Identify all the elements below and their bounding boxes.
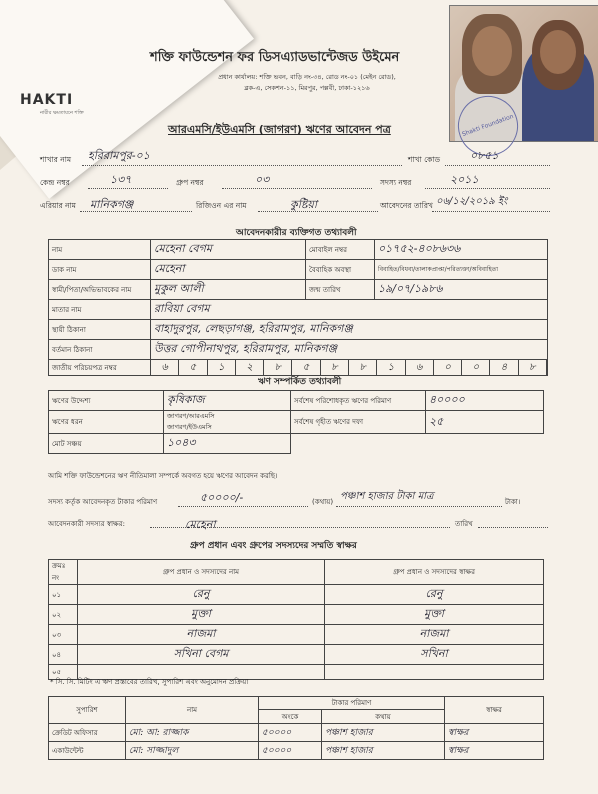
applicant-section-title: আবেদনকারীর ব্যক্তিগত তথ্যাবলী [236, 228, 357, 238]
group-no-value: ০৩ [255, 173, 270, 186]
marital-label: বৈবাহিক অবস্থা [306, 260, 375, 280]
consent-table [48, 559, 544, 680]
approval-row-sign: স্বাক্ষর [445, 724, 544, 742]
spouse-label: স্বামী/পিতা/অভিভাবকের নাম [49, 280, 151, 300]
member-no-value: ২০১১ [450, 173, 479, 186]
curr-addr-value: উত্তর গোপীনাথপুর, হরিরামপুর, মানিকগঞ্জ [151, 340, 548, 360]
perm-addr-label: স্থায়ী ঠিকানা [49, 320, 151, 340]
consent-section-title: গ্রুপ প্রধান এবং গ্রুপের সদস্যদের সম্মতি স্বাক্ষর [190, 541, 357, 551]
approval-row-words: পঞ্চাশ হাজার [322, 742, 445, 760]
approval-header-amount: টাকার পরিমাণ [259, 697, 445, 710]
shakti-logo: HAKTI [20, 92, 74, 108]
savings-label: মোট সঞ্চয় [49, 434, 164, 454]
taka-label: টাকা। [505, 498, 521, 506]
nid-digit: ৬ [151, 360, 179, 375]
mother-label: মাতার নাম [49, 300, 151, 320]
applicant-signature: মেহেনা [185, 518, 216, 531]
approval-note: * সি. সি. মিটিং এ ঋণ প্রস্তাবের তারিখ, সুপারিশ এবং অনুমোদন প্রক্রিয়া [50, 678, 249, 686]
consent-row-name: সখিনা বেগম [78, 645, 325, 665]
loan-table [48, 390, 544, 454]
nid-digit: ৮ [519, 360, 547, 375]
approval-row [49, 724, 544, 742]
region-value: কুষ্টিয়া [290, 198, 318, 211]
address-line-1: প্রধান কার্যালয়: শক্তি ভবন, বাড়ি নং-৩৪, রোড নং-০১ (মেইন রোড), [218, 73, 396, 81]
consent-row-sign: নাজমা [325, 625, 544, 645]
consent-row-sign [325, 665, 544, 680]
center-no-label: কেন্দ্র নম্বর [40, 178, 70, 187]
mother-value: রাবিয়া বেগম [151, 300, 548, 320]
dob-value: ১৯/০৭/১৯৮৬ [375, 280, 548, 300]
applicant-sign-label: আবেদনকারী সদস্যর স্বাক্ষর: [48, 520, 125, 528]
approval-row-sign: স্বাক্ষর [445, 742, 544, 760]
consent-row-name: রেনু [78, 585, 325, 605]
amount-value: ৫০০০০/- [200, 491, 244, 504]
approval-row-name: মো: আ: রাজ্জাক [126, 724, 259, 742]
consent-row [49, 645, 544, 665]
branch-name-value: হরিরামপুর-০১ [88, 149, 150, 162]
branch-code-label: শাখা কোড [408, 155, 441, 164]
nid-digit: ১ [208, 360, 236, 375]
area-label: এরিয়ার নাম [40, 201, 76, 210]
branch-name-label: শাখার নাম [40, 155, 72, 164]
approval-row-name: মো: সাজ্জাদুল [126, 742, 259, 760]
consent-row [49, 625, 544, 645]
consent-row-name: নাজমা [78, 625, 325, 645]
apply-date-label: আবেদনের তারিখ [380, 201, 433, 210]
nid-digit: ৮ [349, 360, 377, 375]
perm-addr-value: বাহাদুরপুর, লেছড়াগঞ্জ, হরিরামপুর, মানিকগঞ্জ [151, 320, 548, 340]
loan-section-title: ঋণ সম্পর্কিত তথ্যাবলী [258, 377, 342, 387]
approval-row-figures: ৫০০০০ [259, 724, 322, 742]
last-loan-label: সর্বশেষ পরিশোধকৃত ঋণের পরিমাণ [291, 391, 426, 411]
purpose-label: ঋণের উদ্দেশ্য [49, 391, 164, 411]
region-label: রিজিওন এর নাম [196, 201, 247, 210]
nid-digit: ০ [462, 360, 490, 375]
nid-digit: ২ [236, 360, 264, 375]
approval-header-words: কথায় [322, 710, 445, 724]
applicant-table [48, 239, 548, 376]
consent-row-no: ০২ [49, 605, 78, 625]
declaration-statement: আমি শক্তি ফাউন্ডেশনের ঋণ নীতিমালা সম্পর্কে অবগত হয়ে ঋণের আবেদন করছি। [48, 472, 278, 480]
approval-row-role: একাউন্টেন্ট [49, 742, 126, 760]
purpose-value: কৃষিকাজ [164, 391, 291, 411]
savings-value: ১০৪৩ [164, 434, 291, 454]
consent-header-sign: গ্রুপ প্রধান ও সদস্যদের স্বাক্ষর [325, 560, 544, 585]
approval-row-words: পঞ্চাশ হাজার [322, 724, 445, 742]
approval-row-figures: ৫০০০০ [259, 742, 322, 760]
in-words-value: পঞ্চাশ হাজার টাকা মাত্র [340, 491, 434, 502]
consent-row-no: ০৫ [49, 665, 78, 680]
in-words-label: (কথায়) [312, 498, 334, 506]
consent-row-no: ০৩ [49, 625, 78, 645]
consent-row [49, 585, 544, 605]
apply-date-value: ০৬/১২/২০১৯ ইং [436, 196, 508, 207]
name-value: মেহেনা বেগম [151, 240, 306, 260]
nid-digits [151, 360, 548, 376]
consent-row [49, 605, 544, 625]
org-address [182, 72, 432, 94]
area-value: মানিকগঞ্জ [90, 198, 134, 211]
consent-row-sign: মুক্তা [325, 605, 544, 625]
center-no-value: ১৩৭ [110, 173, 132, 186]
approval-row-role: ক্রেডিট অফিসার [49, 724, 126, 742]
nick-value: মেহেনা [151, 260, 306, 280]
consent-header-name: গ্রুপ প্রধান ও সদস্যদের নাম [78, 560, 325, 585]
org-name: শক্তি ফাউন্ডেশন ফর ডিসএ্যাডভান্টেজড উইমেন [150, 50, 400, 65]
mobile-label: মোবাইল নম্বর [306, 240, 375, 260]
name-label: নাম [49, 240, 151, 260]
marital-value: বিবাহিত/বিধবা/তালাকপ্রাপ্তা/পরিত্যক্তা/অবিবাহিতা [375, 260, 548, 280]
logo-tagline: নারীর ক্ষমতায়নে শক্তি [40, 110, 84, 116]
nid-digit: ০ [434, 360, 462, 375]
consent-header-no: ক্রমঃ নং [49, 560, 78, 585]
type-label: ঋণের ধরন [49, 411, 164, 434]
approval-table [48, 696, 544, 760]
consent-row-sign: রেনু [325, 585, 544, 605]
address-line-2: ব্লক-এ, সেকশন-১১, মিরপুর, পল্লবী, ঢাকা-১২১৬ [244, 84, 370, 92]
spouse-value: মুকুল আলী [151, 280, 306, 300]
dob-label: জন্ম তারিখ [306, 280, 375, 300]
member-no-label: সদস্য নম্বর [380, 178, 412, 187]
nid-digit: ৬ [406, 360, 434, 375]
approval-header-recommend: সুপারিশ [49, 697, 126, 724]
office-seal: Shakti Foundation [450, 88, 527, 165]
group-no-label: গ্রুপ নম্বর [176, 178, 204, 187]
nid-digit: ৪ [490, 360, 518, 375]
nid-label: জাতীয় পরিচয়পত্র নম্বর [49, 360, 151, 376]
nid-digit: ৫ [179, 360, 207, 375]
mobile-value: ০১৭৫২-৪০৮৬৩৬ [375, 240, 548, 260]
consent-row-sign: সখিনা [325, 645, 544, 665]
approval-row [49, 742, 544, 760]
nid-digit: ৮ [264, 360, 292, 375]
nid-digit: ৫ [292, 360, 320, 375]
nick-label: ডাক নাম [49, 260, 151, 280]
curr-addr-label: বর্তমান ঠিকানা [49, 340, 151, 360]
date-label: তারিখ [455, 520, 473, 528]
last-loan-value: ৪০০০০ [426, 391, 544, 411]
approval-header-sign: স্বাক্ষর [445, 697, 544, 724]
nid-digit: ১ [377, 360, 405, 375]
consent-row-no: ০৪ [49, 645, 78, 665]
amount-label: সদস্য কর্তৃক আবেদনকৃত টাকার পরিমাণ [48, 498, 158, 506]
consent-row-name: মুক্তা [78, 605, 325, 625]
installment-label: সর্বশেষ গৃহীত ঋণের দফা [291, 411, 426, 434]
approval-header-name: নাম [126, 697, 259, 724]
installment-value: ২৫ [426, 411, 544, 434]
nid-digit: ৮ [321, 360, 349, 375]
branch-code-value: ০৮৫১ [470, 149, 499, 162]
type-options: জাগরণ/আরএমসি জাগরণ/ইউএমসি [164, 411, 291, 434]
approval-header-figures: অংকে [259, 710, 322, 724]
consent-row-no: ০১ [49, 585, 78, 605]
form-title: আরএমসি/ইউএমসি (জাগরণ) ঋণের আবেদন পত্র [168, 123, 391, 136]
